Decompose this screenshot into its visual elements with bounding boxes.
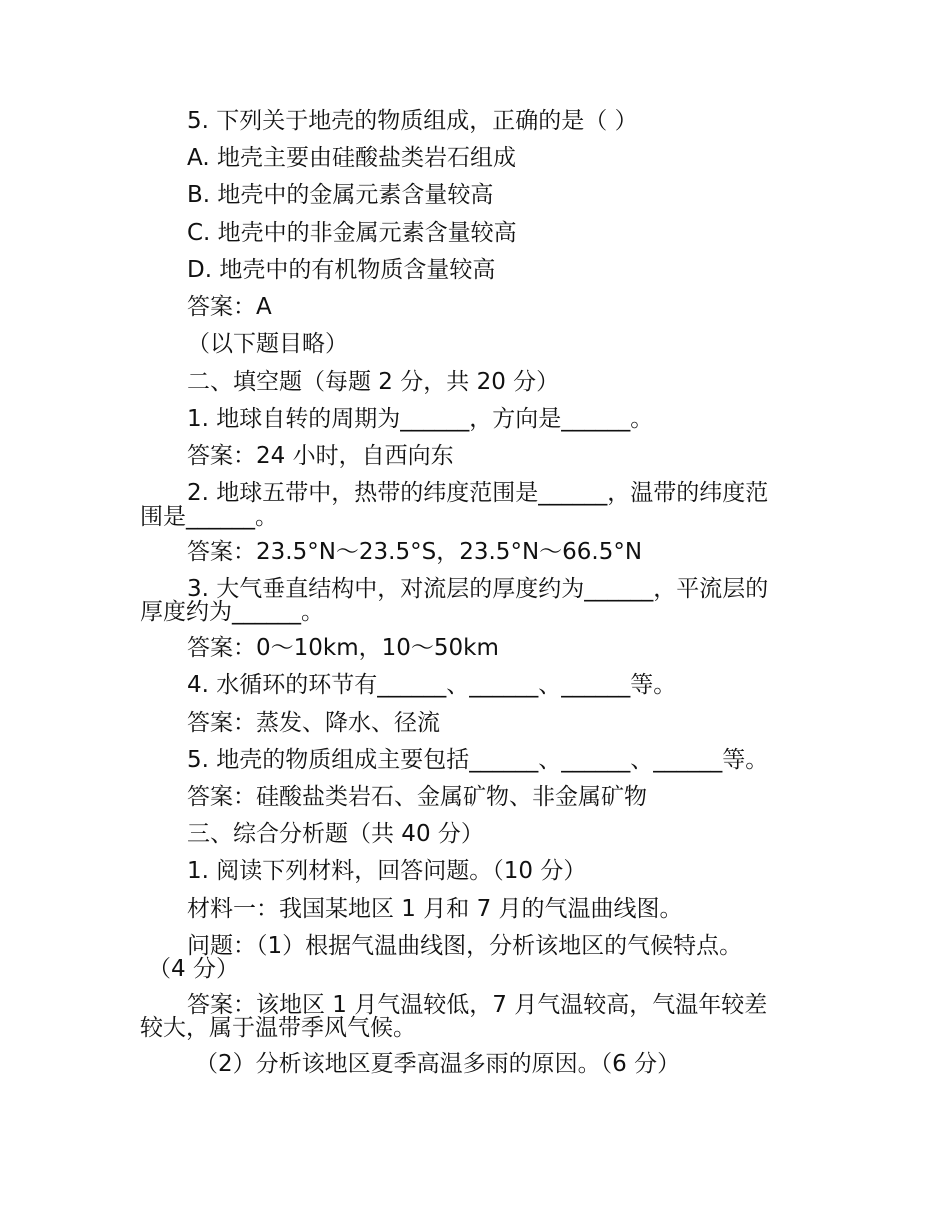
fill-answer-1: 答案：24 小时，自西向东 <box>187 443 454 469</box>
fill-question-3-cont: 厚度约为______。 <box>140 599 324 625</box>
option-d: D. 地壳中的有机物质含量较高 <box>187 257 496 283</box>
analysis-question-1: 1. 阅读下列材料，回答问题。（10 分） <box>187 858 587 884</box>
option-c: C. 地壳中的非金属元素含量较高 <box>187 220 517 246</box>
sub-question-1: 问题：（1）根据气温曲线图，分析该地区的气候特点。 <box>187 933 743 959</box>
option-a: A. 地壳主要由硅酸盐类岩石组成 <box>187 145 516 171</box>
omitted-note: （以下题目略） <box>187 331 348 357</box>
fill-question-1: 1. 地球自转的周期为______，方向是______。 <box>187 406 654 432</box>
section-2-heading: 二、填空题（每题 2 分，共 20 分） <box>187 369 560 395</box>
fill-question-2-cont: 围是______。 <box>140 504 278 530</box>
fill-answer-2: 答案：23.5°N～23.5°S，23.5°N～66.5°N <box>187 539 643 565</box>
fill-question-4: 4. 水循环的环节有______、______、______等。 <box>187 672 677 698</box>
fill-answer-4: 答案：蒸发、降水、径流 <box>187 710 440 736</box>
section-3-heading: 三、综合分析题（共 40 分） <box>187 821 484 847</box>
fill-question-3: 3. 大气垂直结构中，对流层的厚度约为______，平流层的 <box>187 576 769 602</box>
sub-answer-1: 答案：该地区 1 月气温较低，7 月气温较高，气温年较差 <box>187 992 768 1018</box>
fill-question-2: 2. 地球五带中，热带的纬度范围是______，温带的纬度范 <box>187 480 769 506</box>
answer-5: 答案：A <box>187 294 272 320</box>
fill-answer-5: 答案：硅酸盐类岩石、金属矿物、非金属矿物 <box>187 784 647 810</box>
option-b: B. 地壳中的金属元素含量较高 <box>187 182 494 208</box>
sub-answer-1-cont: 较大，属于温带季风气候。 <box>140 1015 416 1041</box>
sub-question-2: （2）分析该地区夏季高温多雨的原因。（6 分） <box>195 1051 681 1077</box>
question-5-stem: 5. 下列关于地壳的物质组成，正确的是（ ） <box>187 108 638 134</box>
material-1: 材料一：我国某地区 1 月和 7 月的气温曲线图。 <box>187 896 683 922</box>
sub-question-1-score: （4 分） <box>148 956 239 982</box>
fill-answer-3: 答案：0～10km，10～50km <box>187 635 499 661</box>
fill-question-5: 5. 地壳的物质组成主要包括______、______、______等。 <box>187 747 769 773</box>
